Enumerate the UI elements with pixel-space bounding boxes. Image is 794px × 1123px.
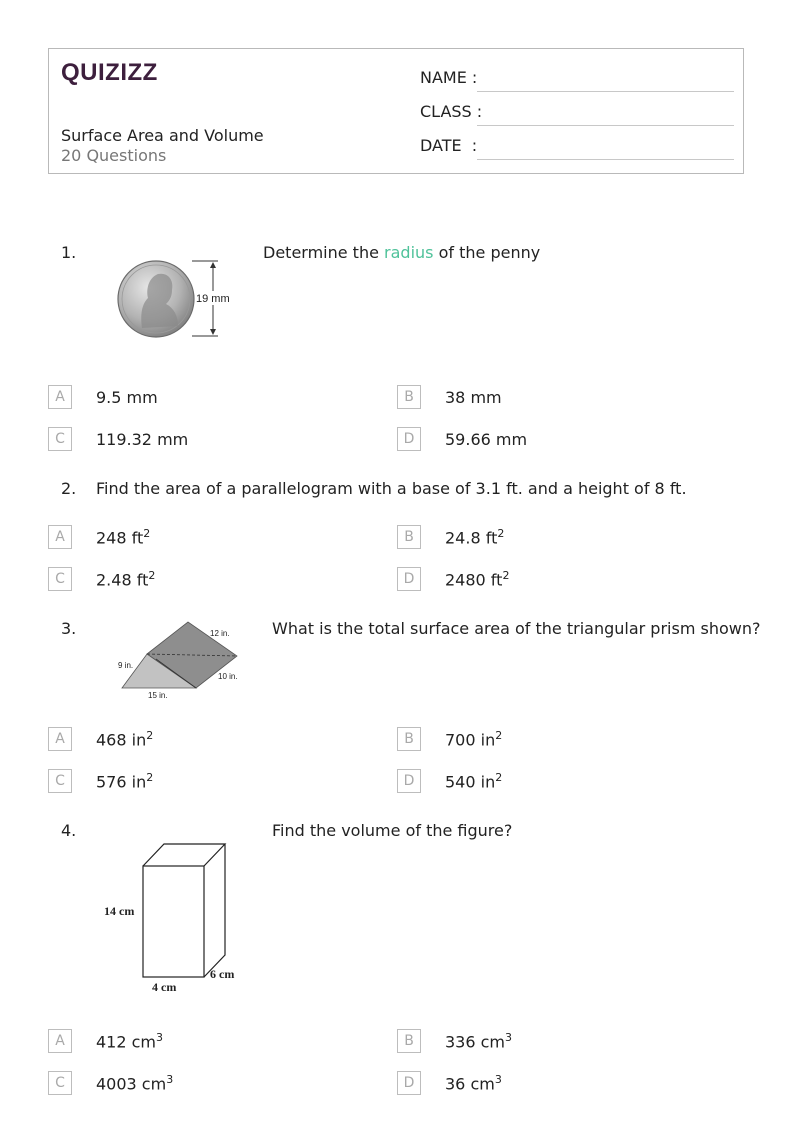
q1-option-c[interactable] xyxy=(96,430,188,449)
q2-option-b-exponent: 2 xyxy=(497,527,505,540)
q4-option-c-exponent: 3 xyxy=(166,1073,174,1086)
q3-option-d-box[interactable]: D xyxy=(397,769,421,793)
q4-option-b-value: 336 cm xyxy=(445,1032,506,1052)
logo-text: QUIZIZZ xyxy=(61,59,158,86)
q3-option-b-value: 700 in xyxy=(445,730,496,750)
q2-option-c[interactable] xyxy=(96,569,155,589)
date-field[interactable] xyxy=(420,136,734,160)
q1-option-d[interactable] xyxy=(445,430,527,449)
q3-option-c[interactable] xyxy=(96,771,153,791)
class-field[interactable] xyxy=(420,102,734,126)
q4-option-a-box[interactable]: A xyxy=(48,1029,72,1053)
q4-option-a-exponent: 3 xyxy=(156,1031,164,1044)
date-line[interactable] xyxy=(477,159,734,160)
q2-option-c-box[interactable]: C xyxy=(48,567,72,591)
box-height-label: 14 cm xyxy=(104,904,135,918)
triangular-prism-figure xyxy=(112,614,247,706)
q4-option-c-box[interactable]: C xyxy=(48,1071,72,1095)
question-3-number: 3. xyxy=(61,619,77,638)
q3-option-b-box[interactable]: B xyxy=(397,727,421,751)
question-count: 20 Questions xyxy=(61,146,167,165)
box-depth-label: 6 cm xyxy=(210,967,235,981)
class-line[interactable] xyxy=(477,125,734,126)
q3-option-c-value: 576 in xyxy=(96,772,147,792)
q3-option-a-box[interactable]: A xyxy=(48,727,72,751)
q2-option-d-exponent: 2 xyxy=(502,569,510,582)
q3-option-d[interactable] xyxy=(445,771,502,791)
q2-option-a-box[interactable]: A xyxy=(48,525,72,549)
worksheet-title: Surface Area and Volume xyxy=(61,126,264,145)
q3-option-b-exponent: 2 xyxy=(495,729,503,742)
penny-diameter-label: 19 mm xyxy=(196,293,230,305)
q2-option-a[interactable] xyxy=(96,527,150,547)
q1-option-a-box[interactable]: A xyxy=(48,385,72,409)
q1-option-a-value: 9.5 mm xyxy=(96,388,158,407)
question-2-text: Find the area of a parallelogram with a base of 3.1 ft. and a height of 8 ft. xyxy=(96,479,687,498)
q4-option-d-value: 36 cm xyxy=(445,1074,495,1094)
q1-option-b-box[interactable]: B xyxy=(397,385,421,409)
q4-option-b-box[interactable]: B xyxy=(397,1029,421,1053)
q4-option-b-exponent: 3 xyxy=(505,1031,513,1044)
question-1-text-end: of the penny xyxy=(433,243,541,262)
q2-option-a-exponent: 2 xyxy=(143,527,151,540)
penny-figure xyxy=(112,254,237,342)
question-1-text-start: Determine the xyxy=(263,243,385,262)
q4-option-d[interactable] xyxy=(445,1073,502,1093)
box-front-face xyxy=(143,866,204,977)
q4-option-c-value: 4003 cm xyxy=(96,1074,167,1094)
q3-option-d-value: 540 in xyxy=(445,772,496,792)
question-1-text xyxy=(263,243,540,262)
q2-option-b[interactable] xyxy=(445,527,504,547)
name-label: NAME : xyxy=(420,68,478,87)
q3-option-c-box[interactable]: C xyxy=(48,769,72,793)
q3-option-a-value: 468 in xyxy=(96,730,147,750)
name-field[interactable] xyxy=(420,68,734,92)
prism-label-12in: 12 in. xyxy=(210,629,230,638)
quizizz-logo xyxy=(61,57,161,87)
q3-option-a-exponent: 2 xyxy=(146,729,154,742)
q3-option-d-exponent: 2 xyxy=(495,771,503,784)
prism-label-9in: 9 in. xyxy=(118,661,134,670)
q1-option-b[interactable] xyxy=(445,388,502,407)
q2-option-b-box[interactable]: B xyxy=(397,525,421,549)
q4-option-b[interactable] xyxy=(445,1031,512,1051)
question-2-number: 2. xyxy=(61,479,77,498)
q1-option-b-value: 38 mm xyxy=(445,388,502,407)
q4-option-c[interactable] xyxy=(96,1073,173,1093)
q2-option-d-value: 2480 ft xyxy=(445,570,503,590)
q3-option-b[interactable] xyxy=(445,729,502,749)
question-4-text: Find the volume of the figure? xyxy=(272,821,513,840)
question-1-keyword: radius xyxy=(384,243,434,262)
q3-option-c-exponent: 2 xyxy=(146,771,154,784)
q3-option-a[interactable] xyxy=(96,729,153,749)
class-label: CLASS : xyxy=(420,102,483,121)
q4-option-d-box[interactable]: D xyxy=(397,1071,421,1095)
q1-option-c-box[interactable]: C xyxy=(48,427,72,451)
rectangular-prism-figure xyxy=(100,840,250,1000)
q4-option-a[interactable] xyxy=(96,1031,163,1051)
q2-option-b-value: 24.8 ft xyxy=(445,528,498,548)
q4-option-a-value: 412 cm xyxy=(96,1032,157,1052)
question-4-number: 4. xyxy=(61,821,77,840)
question-3-text: What is the total surface area of the triangular prism shown? xyxy=(272,619,761,638)
box-width-label: 4 cm xyxy=(152,980,177,994)
question-1-number: 1. xyxy=(61,243,77,262)
q2-option-a-value: 248 ft xyxy=(96,528,144,548)
q1-option-d-box[interactable]: D xyxy=(397,427,421,451)
worksheet-header xyxy=(48,48,744,174)
q2-option-c-value: 2.48 ft xyxy=(96,570,149,590)
date-label: DATE : xyxy=(420,136,478,155)
q2-option-c-exponent: 2 xyxy=(148,569,156,582)
q1-option-c-value: 119.32 mm xyxy=(96,430,189,449)
q4-option-d-exponent: 3 xyxy=(494,1073,502,1086)
q1-option-a[interactable] xyxy=(96,388,158,407)
prism-label-10in: 10 in. xyxy=(218,672,238,681)
q1-option-d-value: 59.66 mm xyxy=(445,430,528,449)
prism-label-15in: 15 in. xyxy=(148,691,168,700)
q2-option-d[interactable] xyxy=(445,569,509,589)
q2-option-d-box[interactable]: D xyxy=(397,567,421,591)
name-line[interactable] xyxy=(477,91,734,92)
